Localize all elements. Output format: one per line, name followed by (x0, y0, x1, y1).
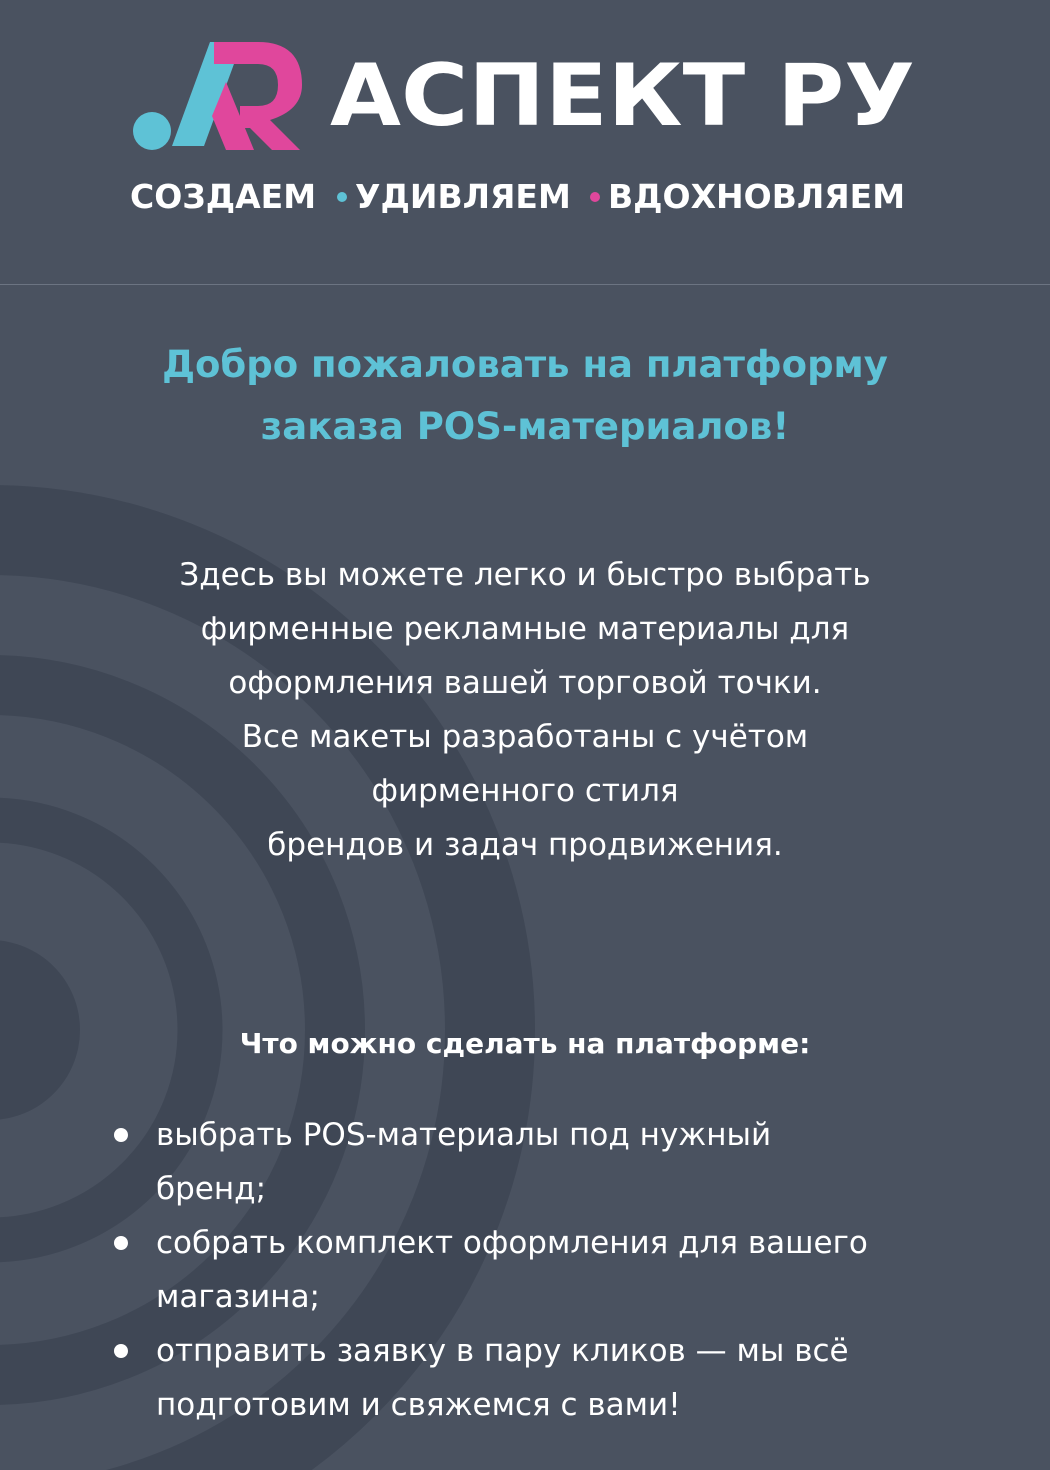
welcome-line-2: заказа POS-материалов! (260, 405, 790, 448)
tagline-part-1: СОЗДАЕМ (130, 177, 317, 216)
feature-1-line-1: выбрать POS-материалы под нужный (156, 1117, 772, 1153)
ar-logo-icon (133, 42, 302, 150)
feature-2-line-2: магазина; (156, 1279, 321, 1315)
tagline-part-2: УДИВЛЯЕМ (355, 177, 571, 216)
list-item (110, 1108, 990, 1216)
intro-line-3: оформления вашей торговой точки. (228, 665, 822, 701)
tagline-part-2-text (355, 177, 571, 216)
bullet-icon (114, 1236, 128, 1250)
tagline-dot-1 (337, 192, 347, 202)
intro-text (75, 548, 975, 872)
feature-1-line-2: бренд; (156, 1171, 267, 1207)
brand-tagline (130, 177, 316, 216)
intro-line-4: Все макеты разработаны с учётом (241, 719, 809, 755)
welcome-line-1: Добро пожаловать на платформу (162, 343, 888, 386)
intro-line-2: фирменные рекламные материалы для (200, 611, 850, 647)
brand-name: АСПЕКТ РУ (330, 46, 915, 146)
intro-line-5: фирменного стиля (371, 773, 679, 809)
bullet-icon (114, 1344, 128, 1358)
header (0, 0, 1050, 284)
feature-3-line-1: отправить заявку в пару кликов — мы всё (156, 1333, 849, 1369)
list-item (110, 1324, 990, 1432)
intro-line-6: брендов и задач продвижения. (267, 827, 783, 863)
tagline-dot-2 (590, 192, 600, 202)
bullet-icon (114, 1128, 128, 1142)
welcome-heading (75, 334, 975, 458)
feature-3-line-2: подготовим и свяжемся с вами! (156, 1387, 681, 1423)
features-title: Что можно сделать на платформе: (239, 1027, 811, 1060)
header-divider (0, 284, 1050, 285)
features-list (110, 1108, 990, 1432)
intro-line-1: Здесь вы можете легко и быстро выбрать (179, 557, 871, 593)
list-item (110, 1216, 990, 1324)
brand-logo (130, 30, 920, 230)
tagline-part-3: ВДОХНОВЛЯЕМ (608, 177, 906, 216)
tagline-part-3-text (608, 177, 905, 216)
feature-2-line-1: собрать комплект оформления для вашего (156, 1225, 868, 1261)
